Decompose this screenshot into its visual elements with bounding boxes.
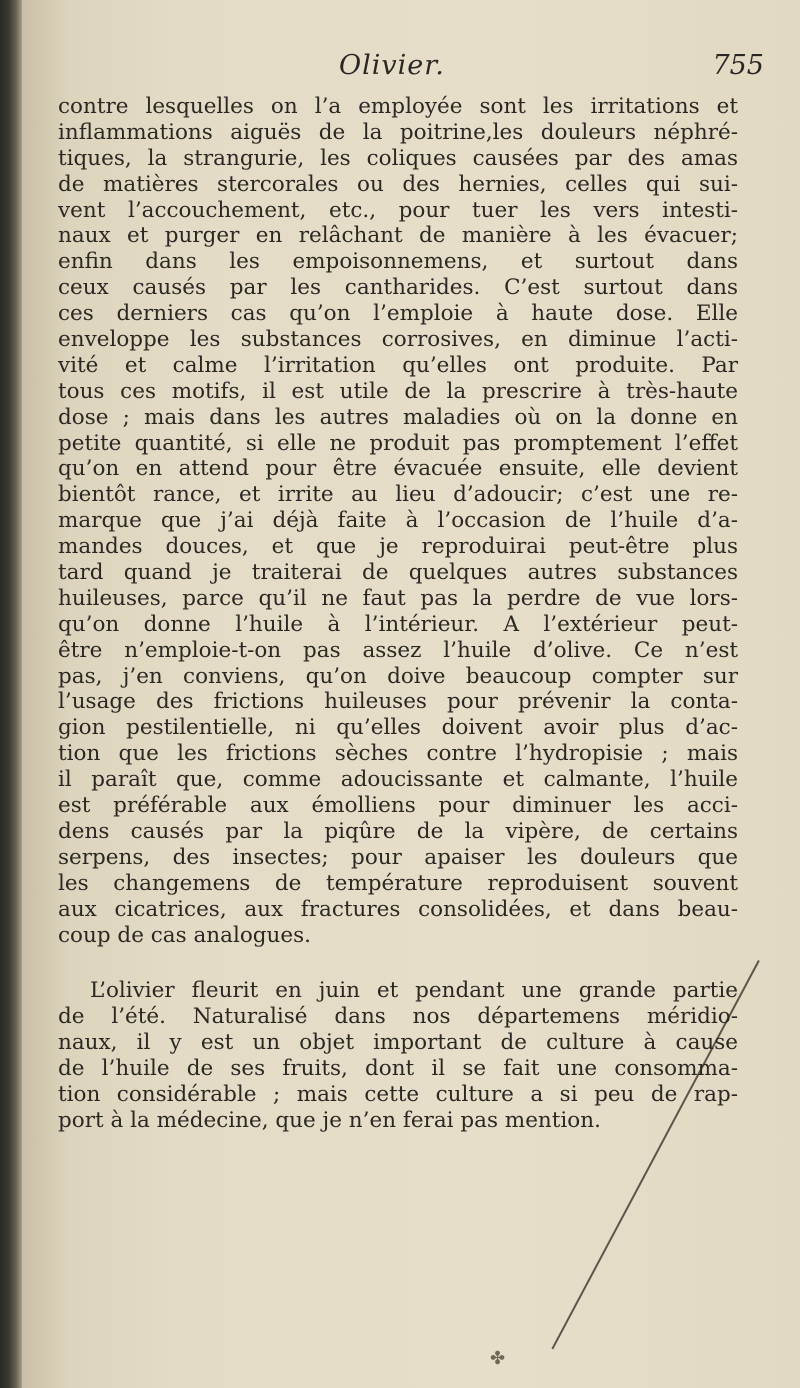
text-line: bientôt rance, et irrite au lieu d’adoucir; c’est une re-: [58, 482, 738, 508]
text-line: enfin dans les empoisonnemens, et surtout dans: [58, 249, 738, 275]
text-line: huileuses, parce qu’il ne faut pas la perdre de vue lors-: [58, 585, 738, 611]
text-line: serpens, des insectes; pour apaiser les douleurs que: [58, 844, 738, 870]
text-line: naux et purger en relâchant de manière à les évacuer;: [58, 223, 738, 249]
text-line: tiques, la strangurie, les coliques causées par des amas: [58, 145, 738, 171]
text-line: tard quand je traiterai de quelques autres substances: [58, 560, 738, 586]
text-line: tion que les frictions sèches contre l’hydropisie ; mais: [58, 741, 738, 767]
text-line: aux cicatrices, aux fractures consolidées, et dans beau-: [58, 896, 738, 922]
text-line: vité et calme l’irritation qu’elles ont produite. Par: [58, 352, 738, 378]
text-line: de l’été. Naturalisé dans nos départemens méridio-: [58, 1004, 738, 1030]
text-line: coup de cas analogues.: [58, 922, 311, 948]
text-line: ceux causés par les cantharides. C’est surtout dans: [58, 275, 738, 301]
text-line: est préférable aux émolliens pour diminuer les acci-: [58, 793, 738, 819]
page-smudge-mark: ✤: [490, 1348, 506, 1369]
paragraph-continued: [58, 94, 738, 948]
text-line: vent l’accouchement, etc., pour tuer les vers intesti-: [58, 197, 738, 223]
text-line: qu’on en attend pour être évacuée ensuite, elle devient: [58, 456, 738, 482]
text-line: ces derniers cas qu’on l’emploie à haute dose. Elle: [58, 301, 738, 327]
text-line: l’usage des frictions huileuses pour prévenir la conta-: [58, 689, 738, 715]
text-line: mandes douces, et que je reproduirai peut-être plus: [58, 534, 738, 560]
text-line: pas, j’en conviens, qu’on doive beaucoup compter sur: [58, 663, 738, 689]
text-line: dens causés par la piqûre de la vipère, de certains: [58, 818, 738, 844]
text-line: dose ; mais dans les autres maladies où on la donne en: [58, 404, 738, 430]
text-line: tion considérable ; mais cette culture a si peu de rap-: [58, 1081, 738, 1107]
text-line: les changemens de température reproduisent souvent: [58, 870, 738, 896]
text-line: contre lesquelles on l’a employée sont les irritations et: [58, 94, 738, 119]
text-line: inflammations aiguës de la poitrine,les douleurs néphré-: [58, 119, 738, 145]
page-number: 755: [712, 50, 764, 81]
text-line: il paraît que, comme adoucissante et calmante, l’huile: [58, 767, 738, 793]
text-line: qu’on donne l’huile à l’intérieur. A l’extérieur peut-: [58, 611, 738, 637]
text-line: marque que j’ai déjà faite à l’occasion de l’huile d’a-: [58, 508, 738, 534]
paragraph-gap: [58, 948, 738, 978]
running-head: [64, 46, 764, 90]
text-line: enveloppe les substances corrosives, en diminue l’acti-: [58, 327, 738, 353]
text-line: gion pestilentielle, ni qu’elles doivent avoir plus d’ac-: [58, 715, 738, 741]
text-line: port à la médecine, que je n’en ferai pas mention.: [58, 1107, 601, 1133]
book-spine-shadow: [0, 0, 22, 1388]
text-line: tous ces motifs, il est utile de la prescrire à très-haute: [58, 378, 738, 404]
paragraph-olivier-cultivation: [58, 978, 738, 1133]
text-line: petite quantité, si elle ne produit pas promptement l’effet: [58, 430, 738, 456]
running-head-title: Olivier.: [339, 50, 445, 81]
text-line: de l’huile de ses fruits, dont il se fait une consomma-: [58, 1056, 738, 1082]
text-line: être n’emploie-t-on pas assez l’huile d’olive. Ce n’est: [58, 637, 738, 663]
text-line: de matières stercorales ou des hernies, celles qui sui-: [58, 171, 738, 197]
body-text: [58, 94, 738, 1134]
text-line: naux, il y est un objet important de culture à cause: [58, 1030, 738, 1056]
text-line: L’olivier fleurit en juin et pendant une grande partie: [90, 978, 738, 1004]
